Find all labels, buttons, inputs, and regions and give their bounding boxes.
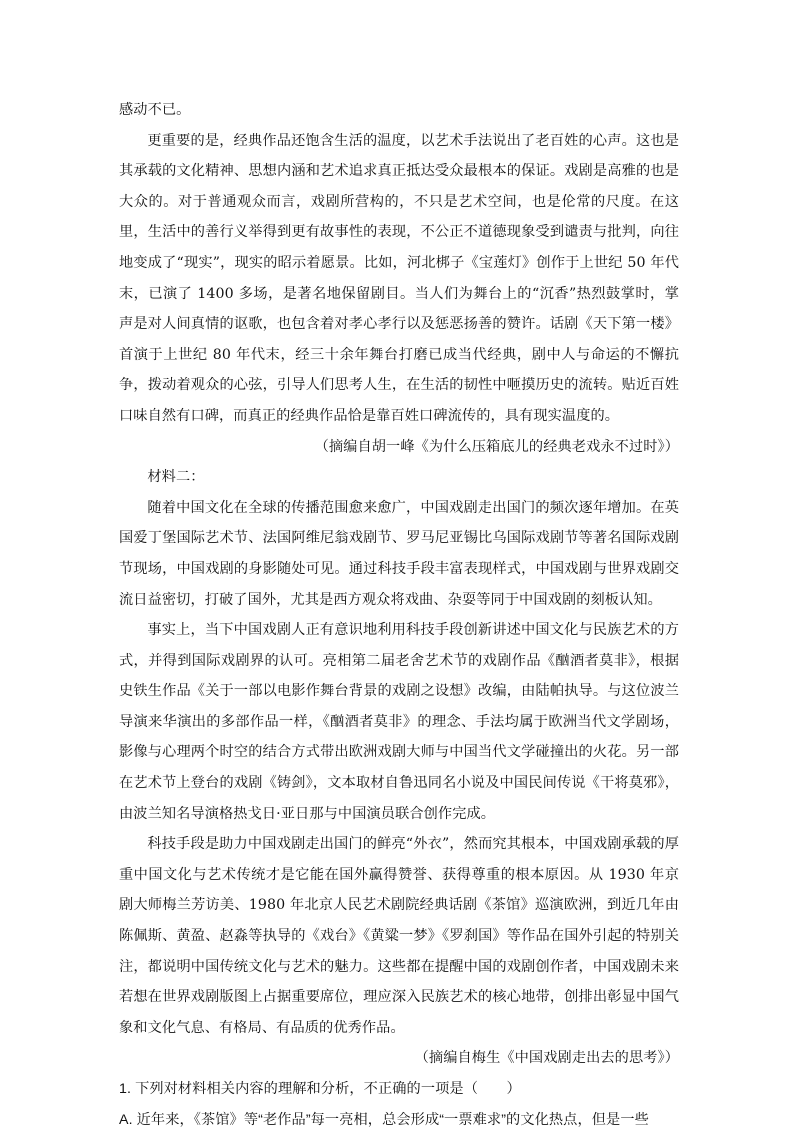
question-1-stem: 1. 下列对材料相关内容的理解和分析，不正确的一项是（ ） bbox=[119, 1081, 521, 1097]
material-one-paragraph: 更重要的是，经典作品还饱含生活的温度，以艺术手法说出了老百姓的心声。这也是其承载的文化精神、思想内涵和艺术追求真正抵达受众最根本的保证。戏剧是高雅的也是大众的。对于普通观众而言，戏剧所营构的，不只是艺术空间，也是伦常的尺度。在这里，生活中的善行义举得到更有故事性的表现，不公正不道德现象受到谴责与批判，向往地变成了“现实”，现实的昭示着愿景。比如，河北梆子《宝莲灯》创作于上世纪 50 年代末，已演了 1400 多场，是著名地保留剧目。当人们为舞台上的“沉香”热烈鼓掌时，掌声是对人间真情的讴歌，也包含着对孝心孝行以及惩恶扬善的赞许。话剧《天下第一楼》首演于上世纪 80 年代末，经三十余年舞台打磨已成当代经典，剧中人与命运的不懈抗争，拨动着观众的心弦，引导人们思考人生，在生活的韧性中咂摸历史的流转。贴近百姓口味自然有口碑，而真正的经典作品恰是靠百姓口碑流传的，具有现实温度的。 bbox=[119, 132, 679, 424]
material-two-source: （摘编自梅生《中国戏剧走出去的思考》） bbox=[414, 1050, 679, 1067]
material-two-label: 材料二： bbox=[147, 469, 205, 486]
reading-passage bbox=[119, 95, 679, 1135]
material-two-paragraph-2: 事实上，当下中国戏剧人正有意识地利用科技手段创新讲述中国文化与民族艺术的方式，并得到国际戏剧界的认可。亮相第二届老舍艺术节的戏剧作品《酗酒者莫非》，根据史铁生作品《关于一部以电影作舞台背景的戏剧之设想》改编，由陆帕执导。与这位波兰导演来华演出的多部作品一样，《酗酒者莫非》的理念、手法均属于欧洲当代文学剧场，影像与心理两个时空的结合方式带出欧洲戏剧大师与中国当代文学碰撞出的火花。另一部在艺术节上登台的戏剧《铸剑》，文本取材自鲁迅同名小说及中国民间传说《干将莫邪》，由波兰知名导演格热戈日·亚日那与中国演员联合创作完成。 bbox=[119, 622, 679, 822]
opening-fragment: 感动不已。 bbox=[119, 102, 191, 118]
material-two-paragraph-1: 随着中国文化在全球的传播范围愈来愈广，中国戏剧走出国门的频次逐年增加。在英国爱丁堡国际艺术节、法国阿维尼翁戏剧节、罗马尼亚锡比乌国际戏剧节等著名国际戏剧节现场，中国戏剧的身影随处可见。通过科技手段丰富表现样式，中国戏剧与世界戏剧交流日益密切，打破了国外，尤其是西方观众将戏曲、杂耍等同于中国戏剧的刻板认知。 bbox=[119, 499, 679, 608]
material-one-source: （摘编自胡一峰《为什么压箱底儿的经典老戏永不过时》） bbox=[314, 438, 679, 455]
question-1-option-a: A. 近年来，《茶馆》等“老作品”每一亮相，总会形成“一票难求”的文化热点，但是一些 bbox=[119, 1111, 649, 1128]
material-two-paragraph-3: 科技手段是助力中国戏剧走出国门的鲜亮“外衣”，然而究其根本，中国戏剧承载的厚重中国文化与艺术传统才是它能在国外赢得赞誉、获得尊重的根本原因。从 1930 年京剧大师梅兰芳访美、1980 年北京人民艺术剧院经典话剧《茶馆》巡演欧洲，到近几年由陈佩斯、黄盈、赵淼等执导的《戏台》《黄粱一梦》《罗刹国》等作品在国外引起的特别关注，都说明中国传统文化与艺术的魅力。这些都在提醒中国的戏剧创作者，中国戏剧未来若想在世界戏剧版图上占据重要席位，理应深入民族艺术的核心地带，创排出彰显中国气象和文化气息、有格局、有品质的优秀作品。 bbox=[119, 836, 679, 1036]
